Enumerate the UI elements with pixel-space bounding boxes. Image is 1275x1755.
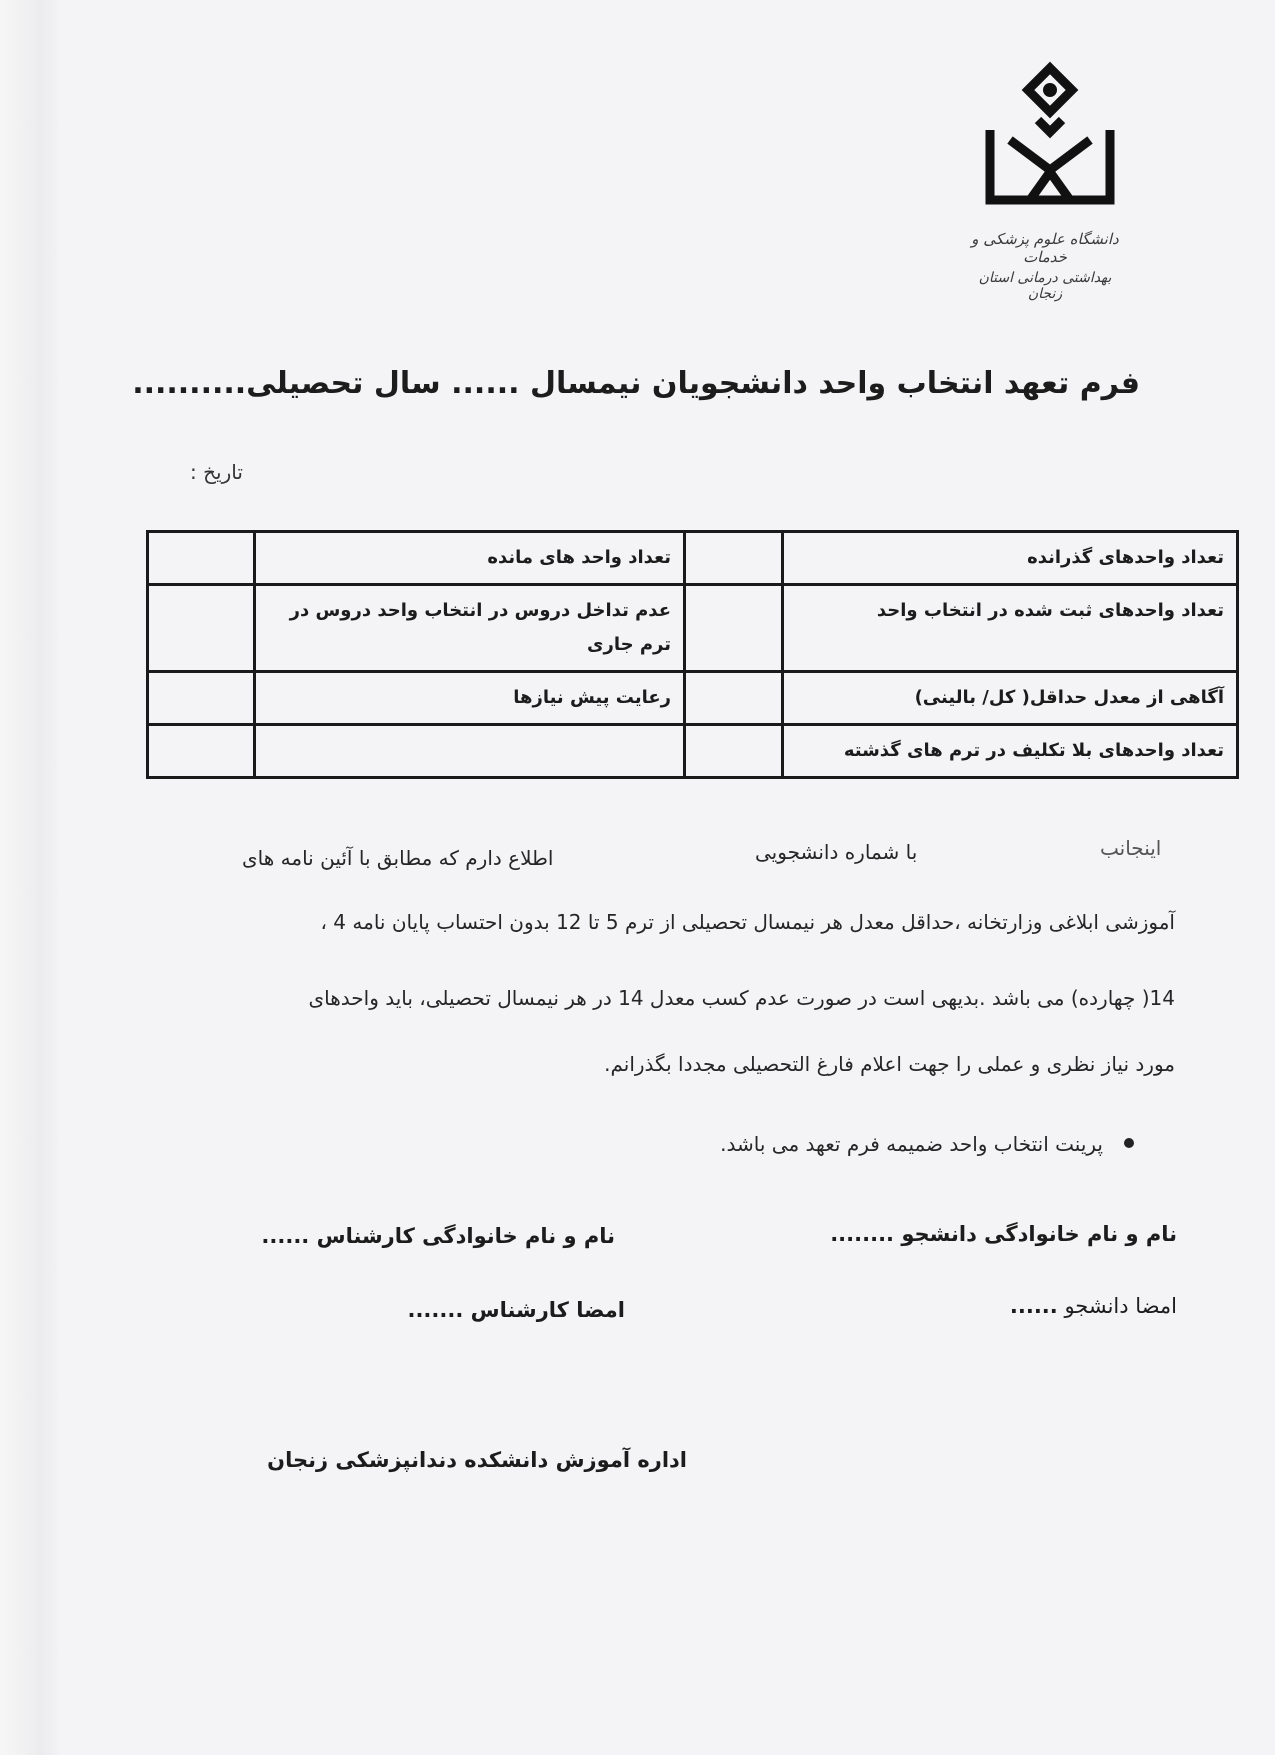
declaration-line3: 14( چهارده) می باشد .بدیهی است در صورت عدم کسب معدل 14 در هر نیمسال تحصیلی، باید واحدهای: [308, 986, 1175, 1010]
table-value-cell[interactable]: [685, 585, 783, 672]
declaration-part3: اطلاع دارم که مطابق با آئین نامه های: [242, 846, 554, 870]
table-label-cell: [255, 725, 685, 778]
student-name-label: نام و نام خانوادگی دانشجو ........: [830, 1222, 1177, 1246]
logo-caption-line1: دانشگاه علوم پزشکی و خدمات: [971, 230, 1119, 266]
date-label: تاریخ :: [190, 460, 243, 484]
table-value-cell[interactable]: [148, 585, 255, 672]
logo-caption-line2: بهداشتی درمانی استان زنجان: [978, 270, 1112, 302]
bullet-note: پرینت انتخاب واحد ضمیمه فرم تعهد می باشد.: [720, 1132, 1103, 1156]
table-value-cell[interactable]: [685, 725, 783, 778]
table-label-cell: آگاهی از معدل حداقل( کل/ بالینی): [783, 672, 1238, 725]
form-table: [146, 530, 1239, 779]
student-sign-label: امضا دانشجو ......: [1009, 1294, 1177, 1318]
table-label-cell: تعداد واحدهای بلا تکلیف در ترم های گذشته: [783, 725, 1238, 778]
table-value-cell[interactable]: [685, 672, 783, 725]
student-sign-field[interactable]: ......: [1009, 1294, 1058, 1318]
page-edge-shadow: [0, 0, 58, 1755]
table-value-cell[interactable]: [148, 672, 255, 725]
expert-name-field[interactable]: ......: [261, 1224, 310, 1248]
table-label-cell: رعایت پیش نیازها: [255, 672, 685, 725]
university-logo: [980, 60, 1120, 210]
declaration-part2: با شماره دانشجویی: [755, 840, 918, 864]
table-label-cell: تعداد واحدهای گذرانده: [783, 532, 1238, 585]
bullet-dot-icon: [1124, 1138, 1134, 1148]
declaration-part1: اینجانب: [1100, 836, 1162, 860]
declaration-line4: مورد نیاز نظری و عملی را جهت اعلام فارغ التحصیلی مجددا بگذرانم.: [604, 1052, 1175, 1076]
declaration-line2: آموزشی ابلاغی وزارتخانه ،حداقل معدل هر نیمسال تحصیلی از ترم 5 تا 12 بدون احتساب پایان نامه 4 ،: [320, 910, 1175, 934]
table-row: [148, 725, 1238, 778]
table-label-cell: تعداد واحد های مانده: [255, 532, 685, 585]
student-name-field[interactable]: ........: [830, 1222, 895, 1246]
table-row: [148, 585, 1238, 672]
table-label-cell: تعداد واحدهای ثبت شده در انتخاب واحد: [783, 585, 1238, 672]
form-title: فرم تعهد انتخاب واحد دانشجویان نیمسال ...... سال تحصیلی..........: [132, 366, 1140, 401]
table-row: [148, 532, 1238, 585]
table-value-cell[interactable]: [148, 532, 255, 585]
expert-name-label: نام و نام خانوادگی کارشناس ......: [261, 1224, 615, 1248]
table-value-cell[interactable]: [148, 725, 255, 778]
expert-sign-field[interactable]: .......: [407, 1298, 464, 1322]
table-label-cell: عدم تداخل دروس در انتخاب واحد دروس در ترم جاری: [255, 585, 685, 672]
table-row: [148, 672, 1238, 725]
table-value-cell[interactable]: [685, 532, 783, 585]
footer-office: اداره آموزش دانشکده دندانپزشکی زنجان: [267, 1448, 687, 1472]
expert-sign-label: امضا کارشناس .......: [407, 1298, 625, 1322]
